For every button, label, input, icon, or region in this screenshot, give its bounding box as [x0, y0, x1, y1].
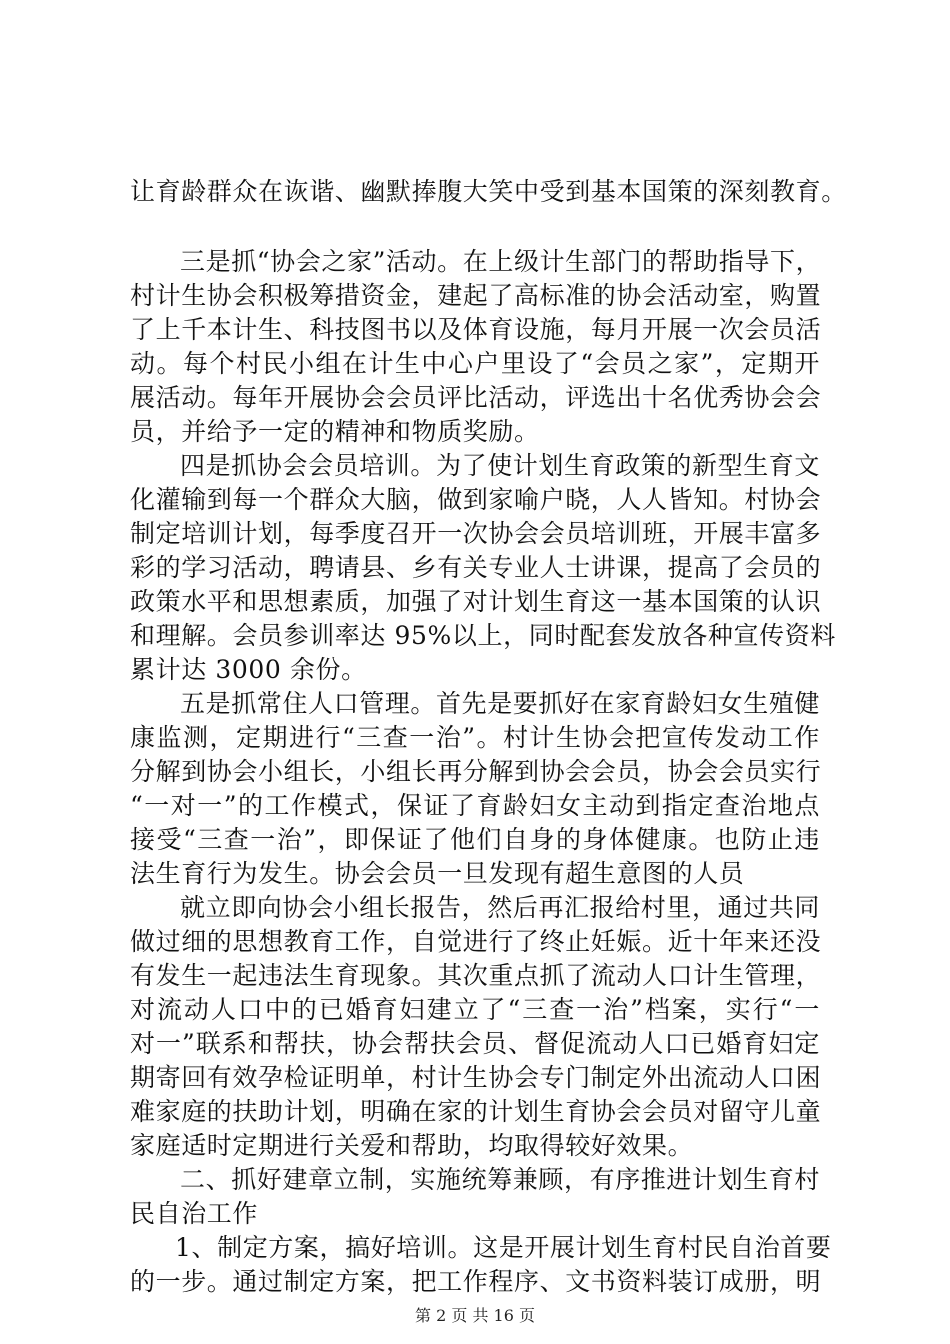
- text-line: 分解到协会小组长，小组长再分解到协会会员，协会会员实行: [130, 757, 822, 786]
- text-line: 彩的学习活动，聘请县、乡有关专业人士讲课，提高了会员的: [130, 553, 822, 582]
- paragraph-4-line-1: 四是抓协会会员培训。为了使计划生育政策的新型生育文: [180, 451, 821, 480]
- paragraph-6-line-1: 就立即向协会小组长报告，然后再汇报给村里，通过共同: [180, 893, 821, 922]
- text-line: 化灌输到每一个群众大脑，做到家喻户晓，人人皆知。村协会: [130, 485, 822, 514]
- text-line: 康监测，定期进行“三查一治”。村计生协会把宣传发动工作: [130, 723, 820, 752]
- text-line: 动。每个村民小组在计生中心户里设了“会员之家”，定期开: [130, 349, 820, 378]
- text-line: 展活动。每年开展协会会员评比活动，评选出十名优秀协会会: [130, 383, 822, 412]
- text-line: 政策水平和思想素质，加强了对计划生育这一基本国策的认识: [130, 587, 822, 616]
- text-line: 难家庭的扶助计划，明确在家的计划生育协会会员对留守儿童: [130, 1097, 822, 1126]
- text-line: 期寄回有效孕检证明单，村计生协会专门制定外出流动人口困: [130, 1063, 822, 1092]
- text-line: 法生育行为发生。协会会员一旦发现有超生意图的人员: [130, 859, 745, 888]
- text-line: 和理解。会员参训率达 95%以上，同时配套发放各种宣传资料: [130, 621, 836, 650]
- text-line: 了上千本计生、科技图书以及体育设施，每月开展一次会员活: [130, 315, 822, 344]
- text-line: 家庭适时定期进行关爱和帮助，均取得较好效果。: [130, 1131, 694, 1160]
- text-line: 做过细的思想教育工作，自觉进行了终止妊娠。近十年来还没: [130, 927, 822, 956]
- subsection-line-1: 1、制定方案，搞好培训。这是开展计划生育村民自治首要: [175, 1233, 832, 1262]
- paragraph-5-line-1: 五是抓常住人口管理。首先是要抓好在家育龄妇女生殖健: [180, 689, 821, 718]
- paragraph-3-line-1: 三是抓“协会之家”活动。在上级计生部门的帮助指导下，: [180, 247, 822, 276]
- text-line: 对一”联系和帮扶，协会帮扶会员、督促流动人口已婚育妇定: [130, 1029, 820, 1058]
- text-line: 制定培训计划，每季度召开一次协会会员培训班，开展丰富多: [130, 519, 822, 548]
- section-heading-line-2: 民自治工作: [130, 1199, 259, 1228]
- section-heading-line-1: 二、抓好建章立制，实施统筹兼顾，有序推进计划生育村: [180, 1165, 821, 1194]
- text-line: “一对一”的工作模式，保证了育龄妇女主动到指定查治地点: [130, 791, 820, 820]
- text-line: 对流动人口中的已婚育妇建立了“三查一治”档案，实行“一: [130, 995, 820, 1024]
- text-line: 让育龄群众在诙谐、幽默捧腹大笑中受到基本国策的深刻教育。: [130, 177, 847, 206]
- text-line: 的一步。通过制定方案，把工作程序、文书资料装订成册，明: [130, 1267, 822, 1296]
- text-line: 接受“三查一治”，即保证了他们自身的身体健康。也防止违: [130, 825, 820, 854]
- text-line: 有发生一起违法生育现象。其次重点抓了流动人口计生管理，: [130, 961, 822, 990]
- text-line: 累计达 3000 余份。: [130, 655, 367, 684]
- text-line: 员，并给予一定的精神和物质奖励。: [130, 417, 540, 446]
- text-line: 村计生协会积极筹措资金，建起了高标准的协会活动室，购置: [130, 281, 822, 310]
- page-number-footer: 第 2 页 共 16 页: [415, 1306, 535, 1325]
